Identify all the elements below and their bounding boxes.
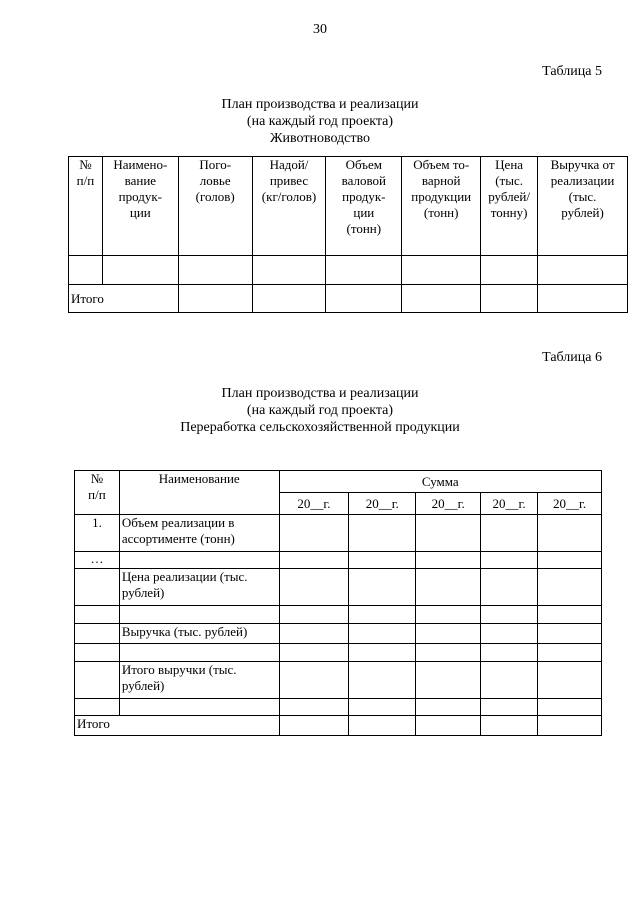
header-cell-revenue: Выручка от реализации (тыс. рублей) — [538, 157, 628, 256]
table-header-row — [75, 471, 602, 493]
title-line: Животноводство — [269, 131, 371, 146]
table-5-label: Таблица 5 — [542, 64, 602, 79]
year-cell: 20__г. — [481, 493, 538, 515]
header-cell-number: № п/п — [69, 157, 103, 256]
table-row — [75, 552, 602, 569]
header-cell-number: № п/п — [75, 471, 120, 515]
header-cell-gross-volume: Объем валовой продук- ции (тонн) — [326, 157, 402, 256]
page-number: 30 — [313, 22, 327, 37]
header-cell-yield: Надой/ привес (кг/голов) — [252, 157, 326, 256]
table-row — [69, 256, 628, 285]
header-cell-price: Цена (тыс. рублей/ тонну) — [481, 157, 538, 256]
title-line: (на каждый год проекта) — [246, 114, 394, 129]
table-5-title — [0, 96, 640, 147]
year-cell: 20__г. — [279, 493, 349, 515]
table-6-title — [0, 385, 640, 436]
title-line: План производства и реализации — [221, 386, 419, 401]
row-name: Цена реализации (тыс. рублей) — [119, 569, 279, 606]
production-table-livestock — [68, 156, 628, 313]
row-name: Объем реализации в ассортименте (тонн) — [119, 515, 279, 552]
table-total-row — [75, 716, 602, 736]
table-header-row — [69, 157, 628, 256]
year-cell: 20__г. — [538, 493, 602, 515]
total-label: Итого — [75, 716, 280, 736]
table-row — [75, 624, 602, 644]
row-ellipsis: … — [75, 552, 120, 569]
year-cell: 20__г. — [349, 493, 416, 515]
header-cell-sum: Сумма — [279, 471, 601, 493]
table-6-label: Таблица 6 — [542, 350, 602, 365]
table-row — [75, 515, 602, 552]
row-number: 1. — [75, 515, 120, 552]
header-cell-commodity-volume: Объем то- варной продукции (тонн) — [402, 157, 481, 256]
header-cell-name: Наименование — [119, 471, 279, 515]
title-line: План производства и реализации — [221, 97, 419, 112]
table-row — [75, 606, 602, 624]
table-row — [75, 699, 602, 716]
row-name: Итого выручки (тыс. рублей) — [119, 662, 279, 699]
header-cell-livestock: Пого- ловье (голов) — [178, 157, 252, 256]
year-cell: 20__г. — [416, 493, 481, 515]
table-row — [75, 569, 602, 606]
row-name: Выручка (тыс. рублей) — [119, 624, 279, 644]
table-row — [75, 662, 602, 699]
total-label: Итого — [69, 285, 179, 313]
table-row — [75, 644, 602, 662]
title-line: Переработка сельскохозяйственной продукции — [180, 420, 460, 435]
header-cell-name: Наимено- вание продук- ции — [102, 157, 178, 256]
production-table-processing — [74, 470, 602, 736]
table-total-row — [69, 285, 628, 313]
title-line: (на каждый год проекта) — [246, 403, 394, 418]
